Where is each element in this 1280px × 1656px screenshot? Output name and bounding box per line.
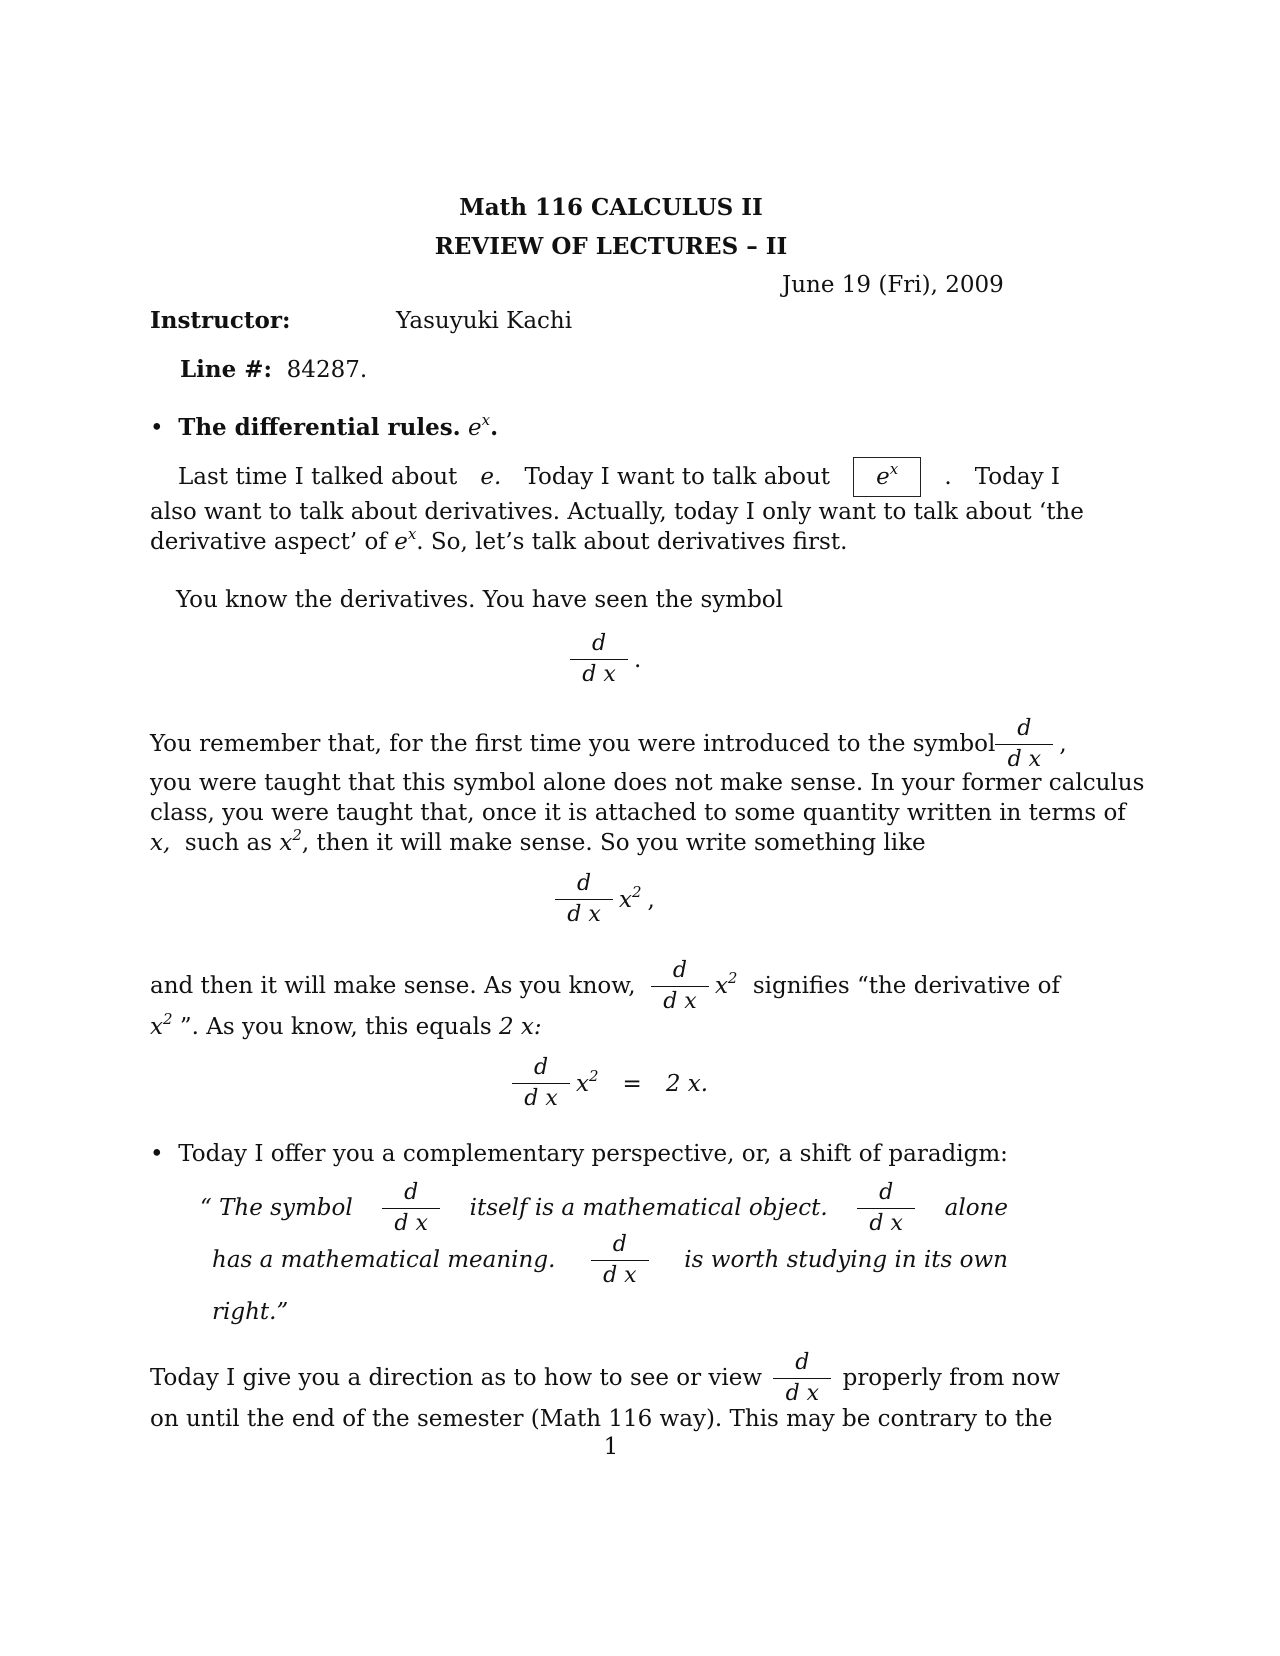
text: . <box>944 464 952 490</box>
d-dx-fraction: $\frac{d}{\text{d x}}$ <box>382 1181 440 1236</box>
d-dx-fraction: $\frac{d}{\text{d x}}$ <box>512 1056 570 1111</box>
display-equation: $\frac{d}{\text{d x}}$ . <box>570 628 641 687</box>
document-subtitle: REVIEW OF LECTURES – II <box>434 233 788 260</box>
paragraph-line: you were taught that this symbol alone does not make sense. In your former calculus <box>150 770 1145 796</box>
line-number-label: Line #: <box>180 356 273 383</box>
d-dx-fraction: $\frac{d}{\text{d x}}$ <box>773 1351 831 1406</box>
quote-line: right.” <box>212 1299 289 1325</box>
line-number-row <box>180 355 367 385</box>
paragraph-line: on until the end of the semester (Math 116 way). This may be contrary to the <box>150 1406 1053 1432</box>
d-dx-fraction: $\frac{d}{\text{d x}}$ <box>591 1233 649 1288</box>
boxed-ex: $e^x$ <box>853 457 921 497</box>
instructor-name: Yasuyuki Kachi <box>396 308 573 334</box>
page-number: 1 <box>603 1434 619 1460</box>
paragraph-line: Today I give you a direction as to how to see or view $\frac{d}{\text{d x}}$ properly from now <box>150 1349 1060 1406</box>
text: Last time I talked about <box>178 464 458 490</box>
d-dx-fraction: $\frac{d}{\text{d x}}$ <box>555 872 613 927</box>
paragraph-line: $x^2$ ”. As you know, this equals 2 x: <box>150 1010 542 1040</box>
paragraph-line: derivative aspect’ of $e^x$. So, let’s talk about derivatives first. <box>150 525 848 555</box>
d-dx-fraction: $\frac{d}{\text{d x}}$ <box>995 717 1053 772</box>
display-equation: $\frac{d}{\text{d x}}$ $x^2$ = 2 x. <box>512 1052 708 1111</box>
display-equation: $\frac{d}{\text{d x}}$ $x^2$ , <box>555 868 655 927</box>
paragraph-line <box>150 452 1060 502</box>
quote-line: has a mathematical meaning. $\frac{d}{\text{d x}}$ is worth studying in its own <box>212 1231 1008 1288</box>
d-dx-fraction: $\frac{d}{\text{d x}}$ <box>651 959 709 1014</box>
document-date: June 19 (Fri), 2009 <box>782 272 1004 298</box>
paragraph-line: class, you were taught that, once it is attached to some quantity written in terms of <box>150 800 1126 826</box>
text: Today I want to talk about <box>524 464 831 490</box>
math-e: e. <box>480 464 502 490</box>
section-intro: • Today I offer you a complementary perspective, or, a shift of paradigm: <box>150 1141 1008 1167</box>
paragraph-line: You remember that, for the first time you were introduced to the symbol $\frac{d}{\text{d x}}$ , <box>150 715 1067 772</box>
d-dx-fraction: $\frac{d}{\text{d x}}$ <box>857 1181 915 1236</box>
line-number-value: 84287. <box>286 357 368 383</box>
paragraph-line: and then it will make sense. As you know, $\frac{d}{\text{d x}}$ $x^2$ signifies “the derivative of <box>150 957 1060 1014</box>
paragraph-line: also want to talk about derivatives. Actually, today I only want to talk about ‘the <box>150 499 1084 525</box>
bullet: • <box>150 415 164 441</box>
paragraph-line: x, such as $x^2$, then it will make sense. So you write something like <box>150 826 926 856</box>
d-dx-fraction: $\frac{d}{\text{d x}}$ <box>570 632 628 687</box>
quote-line: “ The symbol $\frac{d}{\text{d x}}$ itself is a mathematical object. $\frac{d}{\text{d x}}$ alone <box>200 1179 1008 1236</box>
paragraph-line: You know the derivatives. You have seen the symbol <box>176 587 784 613</box>
section-heading: • The differential rules. $e^x$. <box>150 411 499 441</box>
heading-math: $e^x$ <box>467 411 491 441</box>
text: Today I <box>974 464 1060 490</box>
course-title: Math 116 CALCULUS II <box>459 194 763 221</box>
section-heading-text: The differential rules. <box>178 414 461 441</box>
instructor-label: Instructor: <box>150 307 291 334</box>
